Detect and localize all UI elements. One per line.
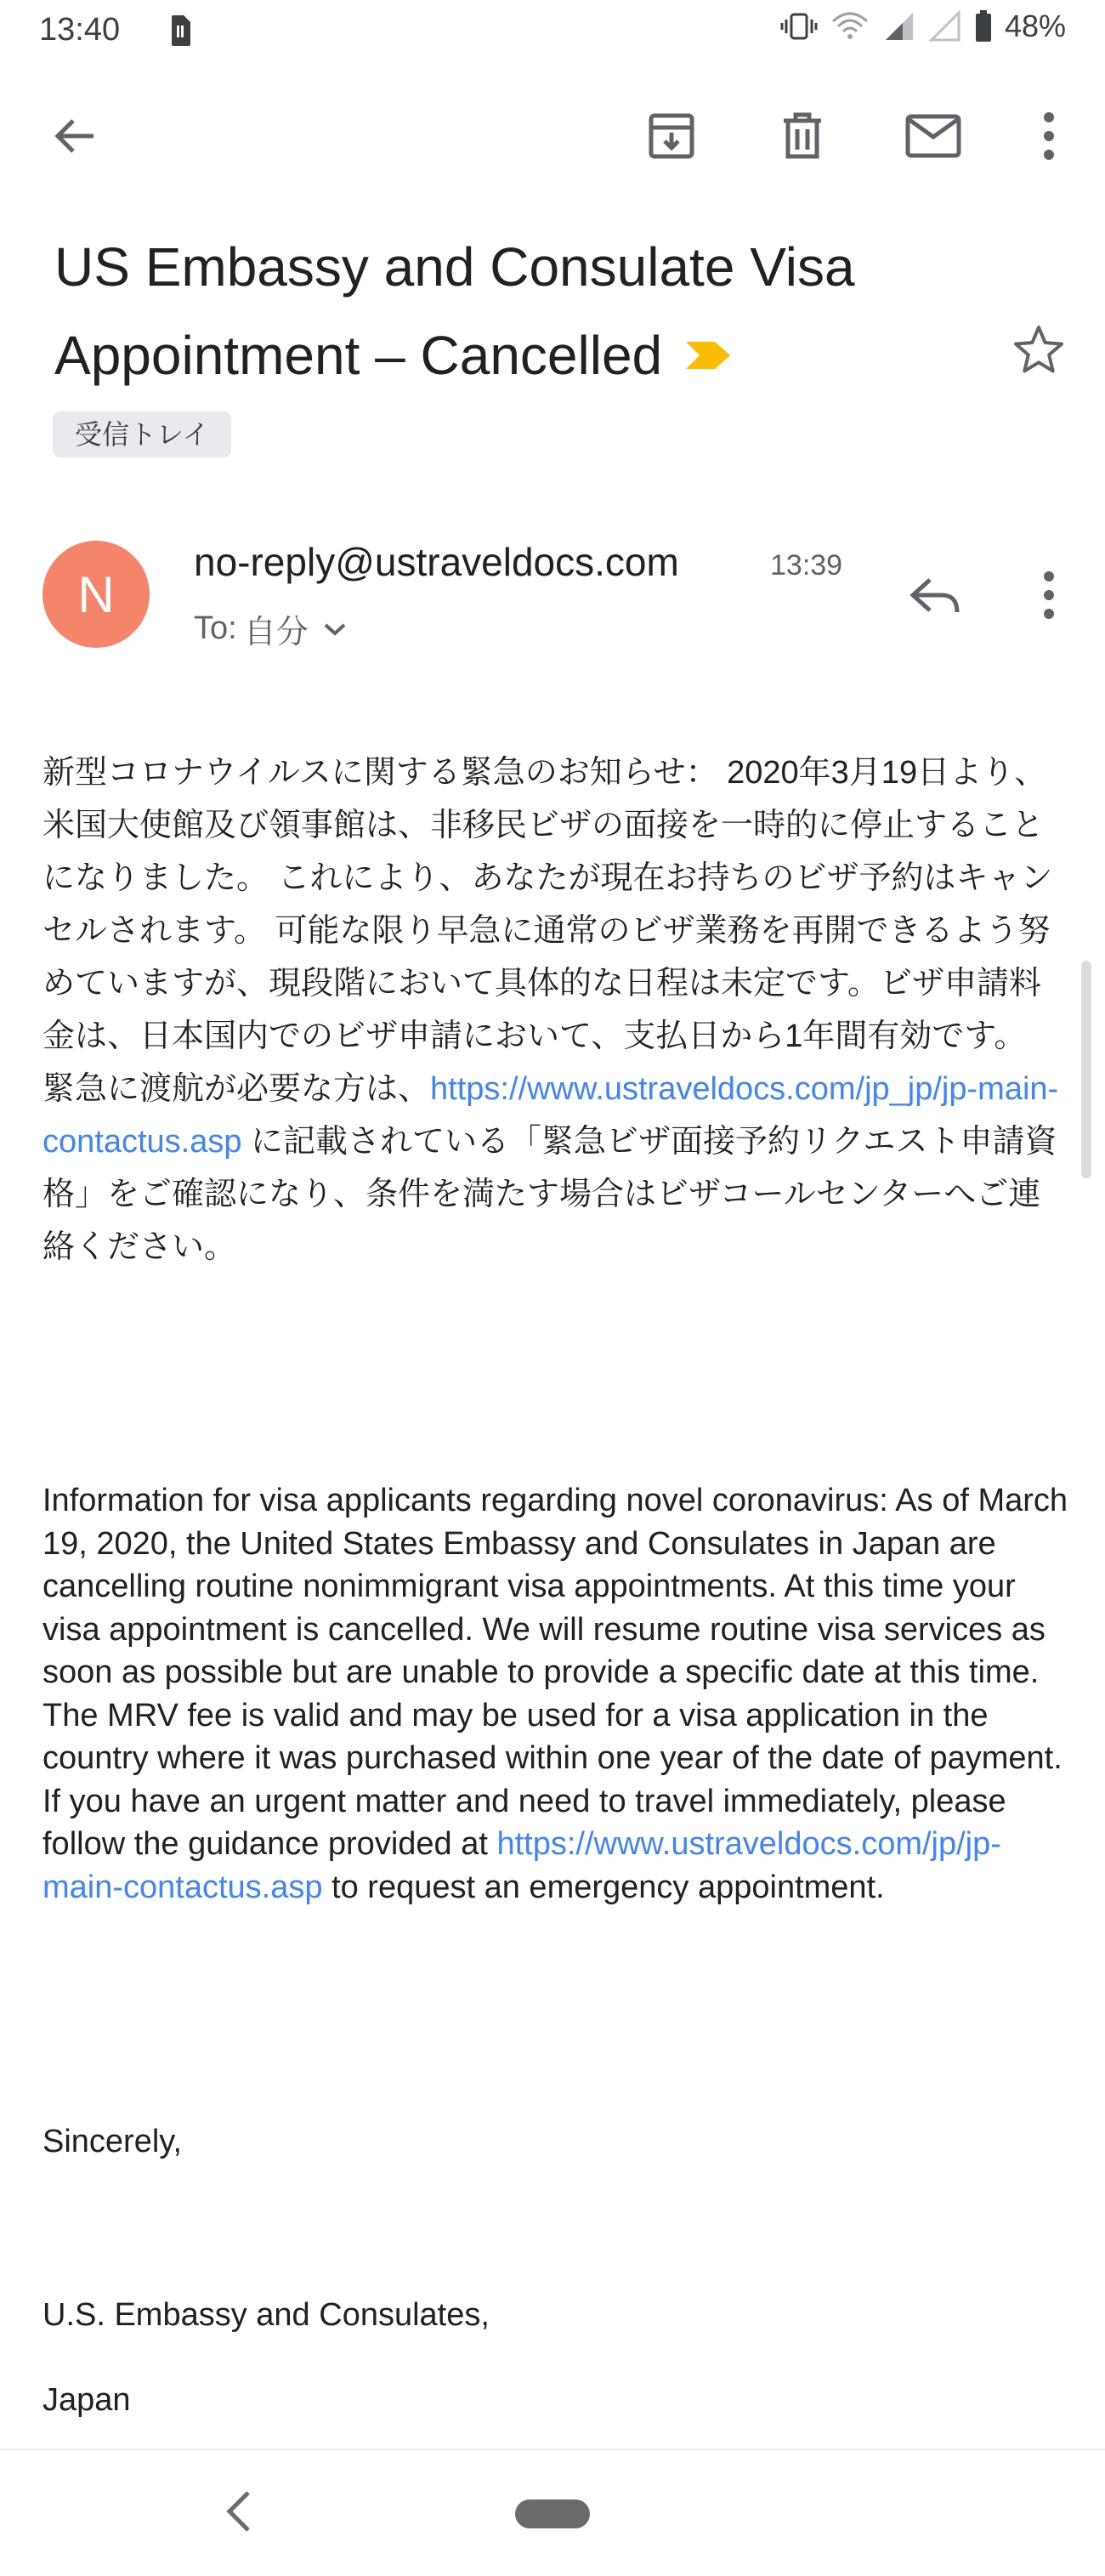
avatar[interactable] <box>42 541 150 648</box>
nav-home-pill[interactable] <box>515 2499 590 2528</box>
archive-icon <box>646 111 697 162</box>
nav-back-icon[interactable] <box>218 2486 260 2537</box>
system-navigation-bar <box>0 2448 1105 2576</box>
mark-unread-button[interactable] <box>899 104 967 168</box>
message-body-english <box>42 1479 1071 1909</box>
status-icons <box>780 9 1066 44</box>
chevron-down-icon <box>322 621 348 638</box>
sender-email[interactable]: no-reply@ustraveldocs.com <box>194 540 679 584</box>
more-options-button[interactable] <box>1025 104 1073 168</box>
wifi-icon <box>830 9 870 43</box>
en-text-part2: to request an emergency appointment. <box>322 1869 885 1905</box>
subject-line-1: US Embassy and Consulate Visa <box>54 236 855 298</box>
mark-unread-icon <box>904 113 962 159</box>
subject-line-2: Appointment – Cancelled <box>54 325 663 386</box>
received-time: 13:39 <box>770 549 843 582</box>
importance-marker-icon[interactable] <box>684 338 732 372</box>
en-contact-link[interactable]: https://www.ustraveldocs.com/jp/jp-main-contactus.asp <box>42 1826 1001 1905</box>
back-arrow-icon <box>51 112 99 160</box>
signature-text: U.S. Embassy and Consulates, <box>42 2297 490 2333</box>
en-text-part1: Information for visa applicants regarding novel coronavirus: As of March 19, 2020, the United States Embassy and Consulates in Japan are cancelling routine nonimmigrant visa appointments. At this time your visa appointment is cancelled. We will resume routine visa services as soon as possible but are unable to provide a specific date at this time. The MRV fee is valid and may be used for a visa application in the country where it was purchased within one year of the date of payment. If you have an urgent matter and need to travel immediately, please follow the guidance provided at <box>42 1483 1068 1862</box>
status-time: 13:40 <box>39 12 121 48</box>
more-vert-icon <box>1042 570 1056 621</box>
sim-card-icon <box>168 14 192 48</box>
star-icon <box>1013 324 1064 373</box>
cell-signal-empty-icon <box>928 9 962 43</box>
jp-text-part1: 新型コロナウイルスに関する緊急のお知らせ： 2020年3月19日より、米国大使館及び領事館は、非移民ビザの面接を一時的に停止することになりました。 これにより、あなたが現在お持ちのビザ予約はキャンセルされます。 可能な限り早急に通常のビザ業務を再開できるよう努めていますが、現段階において具体的な日程は未定です。ビザ申請料金は、日本国内でのビザ申請において、支払日から1年間有効です。 緊急に渡航が必要な方は、 <box>42 755 1053 1107</box>
reply-icon <box>908 575 962 616</box>
email-subject <box>54 223 989 400</box>
cell-signal-icon <box>882 9 916 43</box>
scrollbar[interactable] <box>1081 961 1091 1178</box>
vibrate-icon <box>780 9 818 43</box>
message-more-button[interactable] <box>1025 565 1073 626</box>
battery-icon <box>974 9 993 43</box>
star-button[interactable] <box>1012 321 1066 376</box>
inbox-label-chip[interactable]: 受信トレイ <box>53 411 231 457</box>
jp-contact-link[interactable]: https://www.ustraveldocs.com/jp_jp/jp-main-contactus.asp <box>42 1071 1059 1160</box>
battery-percent: 48% <box>1004 9 1066 43</box>
more-vert-icon <box>1042 111 1056 162</box>
recipient-details-toggle[interactable] <box>194 605 348 652</box>
app-bar <box>0 85 1105 187</box>
jp-text-part2: に記載されている「緊急ビザ面接予約リクエスト申請資格」をご確認になり、条件を満たす場合はビザコールセンターへご連絡ください。 <box>42 1124 1057 1265</box>
delete-button[interactable] <box>770 104 835 168</box>
message-body-japanese <box>42 746 1062 1274</box>
avatar-letter: N <box>77 565 115 623</box>
back-button[interactable] <box>42 104 107 168</box>
to-prefix: To: <box>194 610 237 646</box>
signature-country: Japan <box>42 2382 131 2418</box>
archive-button[interactable] <box>639 104 704 168</box>
closing-text: Sincerely, <box>42 2124 183 2159</box>
delete-icon <box>779 111 826 162</box>
to-value: 自分 <box>243 615 309 650</box>
status-bar <box>0 0 1105 61</box>
reply-button[interactable] <box>901 565 969 626</box>
